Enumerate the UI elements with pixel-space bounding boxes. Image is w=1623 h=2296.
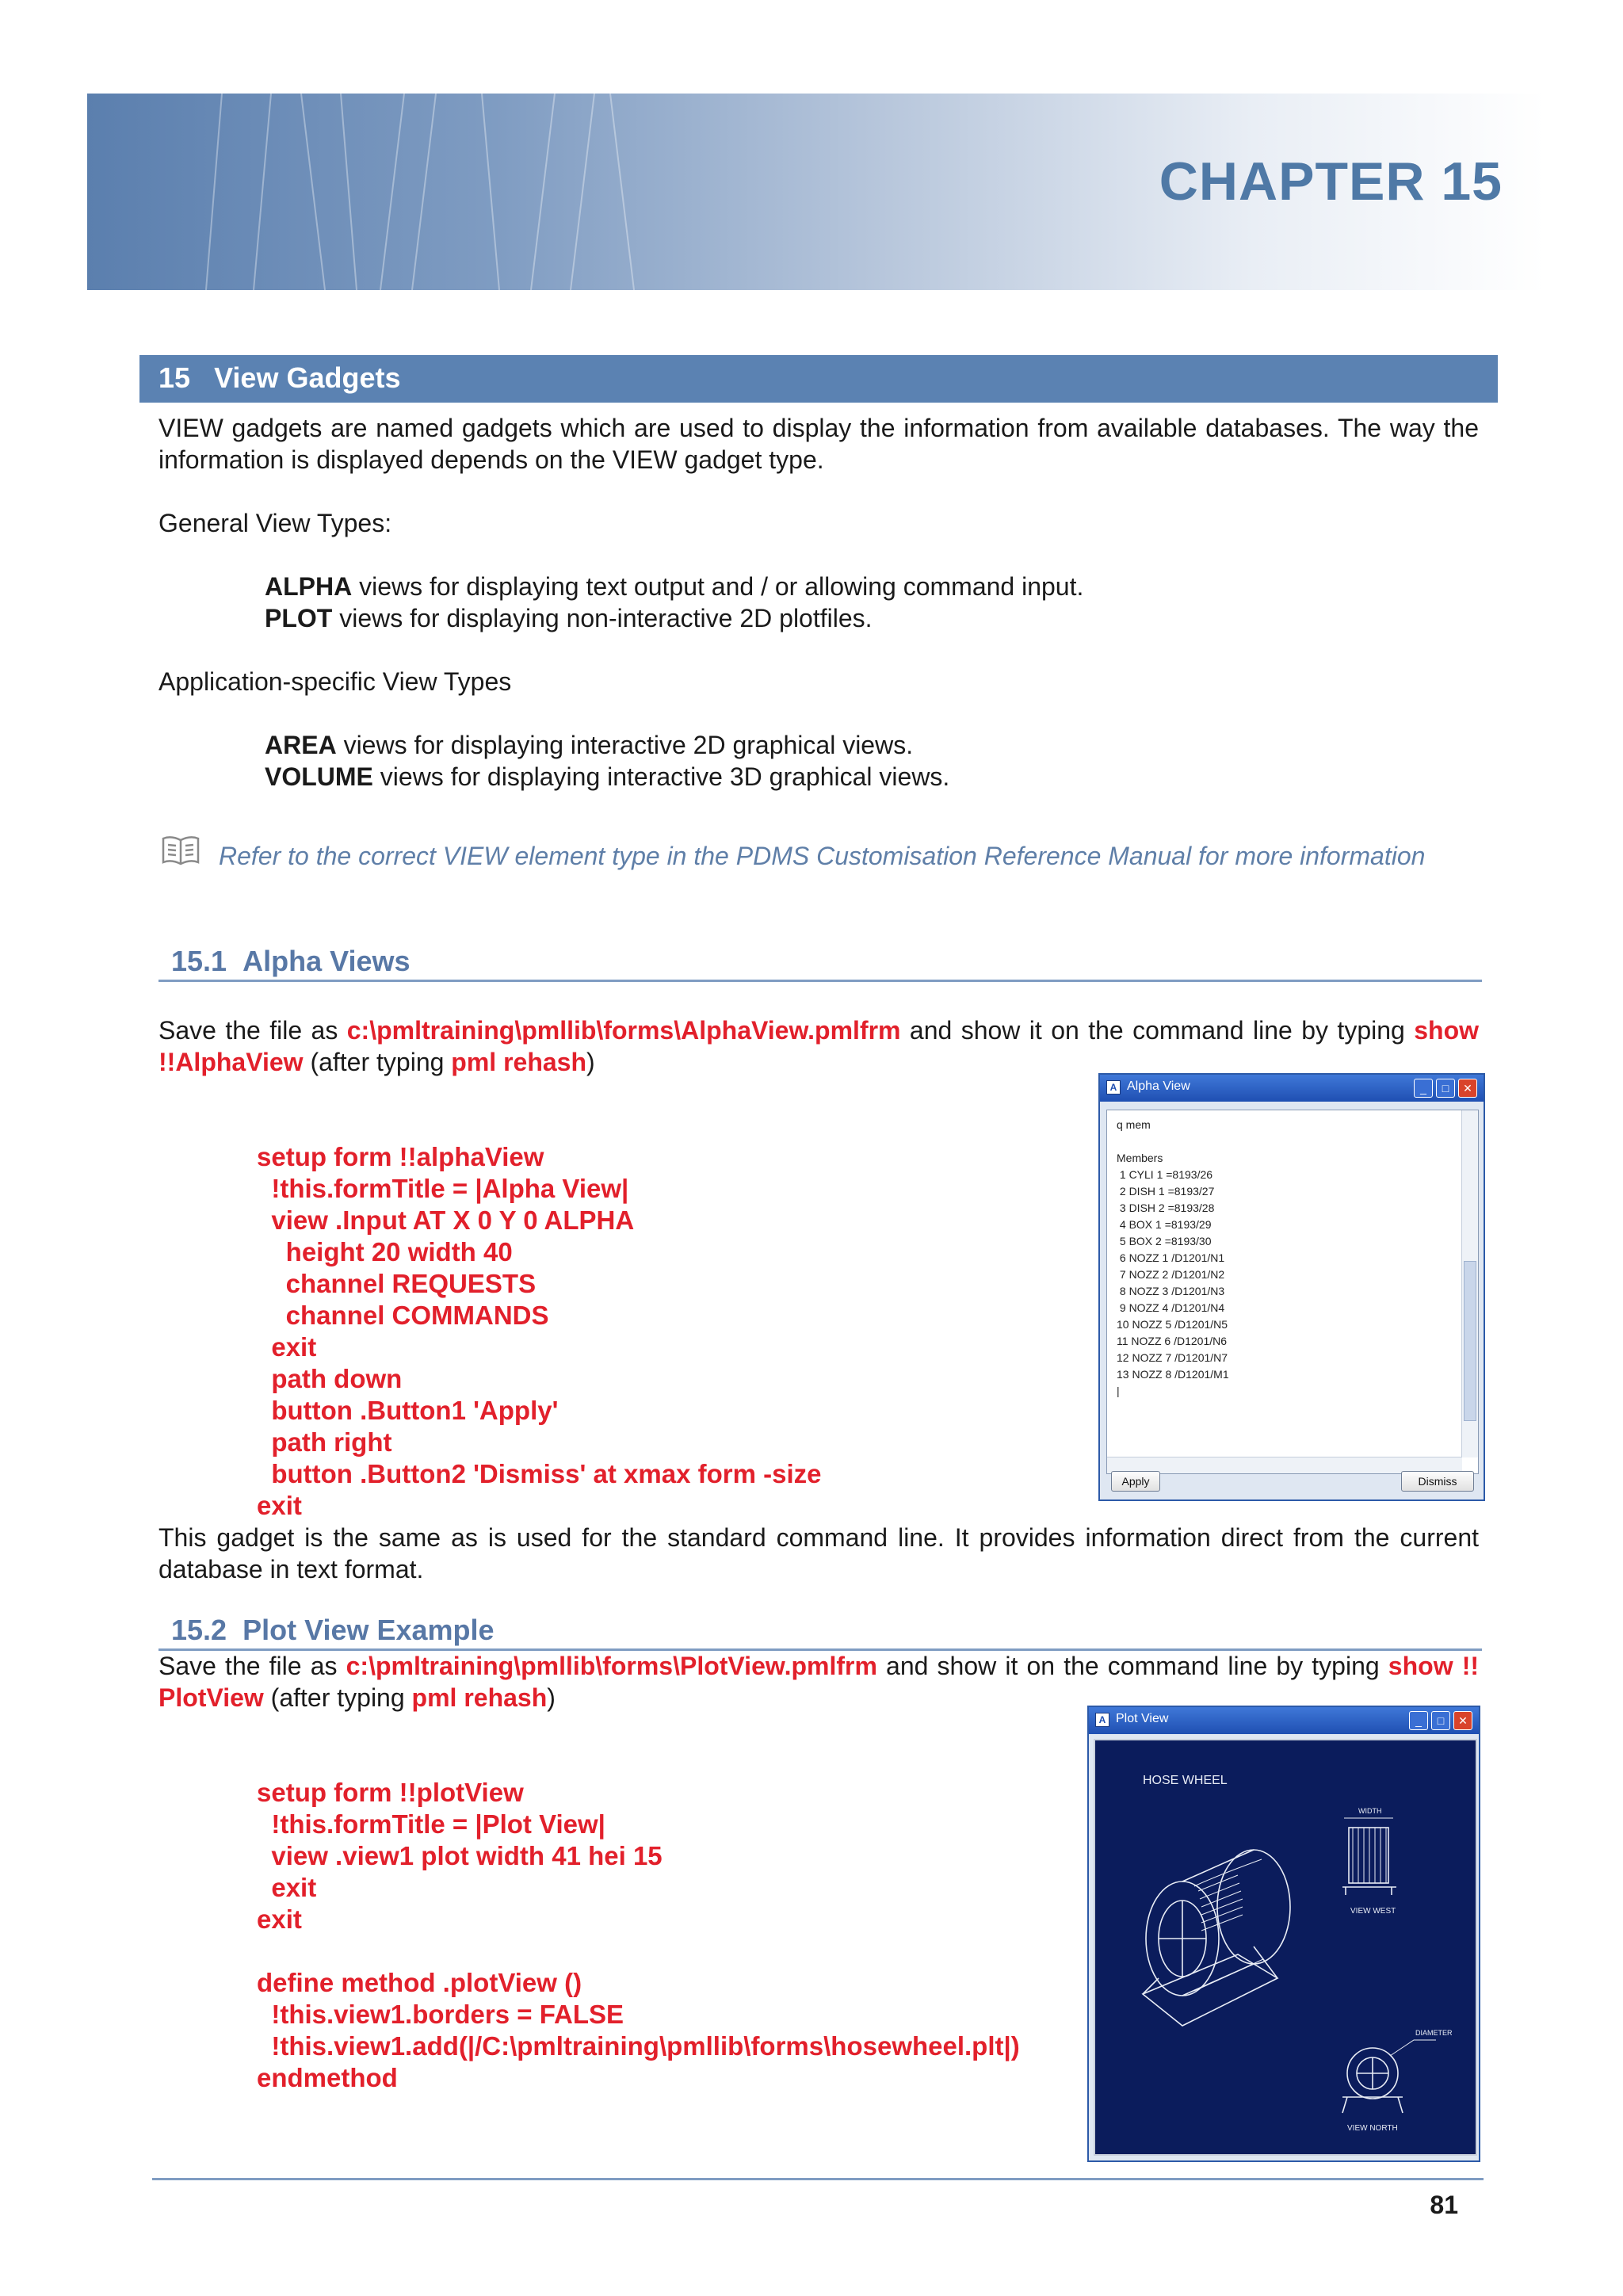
plot-view-item — [265, 602, 873, 634]
save-text: Save the file as — [158, 1016, 347, 1045]
plot-canvas[interactable] — [1094, 1739, 1477, 2156]
plot-keyword: PLOT — [265, 604, 333, 632]
general-view-types-heading: General View Types: — [158, 509, 392, 537]
plot-save-instructions — [158, 1650, 1479, 1713]
code-line: exit — [257, 1491, 302, 1520]
minimize-icon[interactable]: _ — [1409, 1711, 1428, 1730]
app-icon: A — [1106, 1080, 1121, 1095]
subsection-number: 15.1 — [171, 945, 227, 977]
close-icon[interactable]: ✕ — [1458, 1079, 1477, 1098]
scroll-thumb[interactable] — [1464, 1261, 1476, 1421]
page-number: 81 — [1430, 2191, 1458, 2219]
vertical-scrollbar[interactable] — [1461, 1110, 1478, 1457]
code-line: endmethod — [257, 2063, 398, 2092]
book-icon — [160, 834, 201, 867]
code-line: !this.formTitle = |Alpha View| — [257, 1174, 629, 1203]
subsection-heading-plot — [171, 1614, 495, 1647]
chapter-title: CHAPTER 15 — [1159, 151, 1503, 212]
output-line: 9 NOZZ 4 /D1201/N4 — [1117, 1301, 1225, 1314]
volume-keyword: VOLUME — [265, 762, 373, 791]
save-text: Save the file as — [158, 1652, 346, 1680]
alpha-view-item — [265, 571, 1083, 602]
after-text-close: ) — [586, 1048, 595, 1076]
after-text-close: ) — [547, 1683, 556, 1712]
minimize-icon[interactable]: _ — [1414, 1079, 1433, 1098]
code-line: !this.view1.borders = FALSE — [257, 2000, 624, 2029]
area-keyword: AREA — [265, 731, 337, 759]
plot-view-window — [1087, 1706, 1480, 2162]
section-title: View Gadgets — [214, 361, 401, 394]
maximize-icon[interactable]: □ — [1436, 1079, 1455, 1098]
app-icon: A — [1095, 1713, 1109, 1727]
output-line: 11 NOZZ 6 /D1201/N6 — [1117, 1335, 1228, 1347]
code-line: setup form !!plotView — [257, 1778, 524, 1807]
subsection-title: Plot View Example — [242, 1614, 495, 1646]
maximize-icon[interactable]: □ — [1431, 1711, 1450, 1730]
alpha-text-area[interactable] — [1106, 1110, 1479, 1474]
alpha-save-instructions — [158, 1014, 1479, 1078]
alpha-window-titlebar — [1100, 1075, 1484, 1102]
footer-rule — [152, 2178, 1484, 2180]
alpha-view-window — [1098, 1073, 1485, 1501]
hose-wheel-drawing — [1095, 1740, 1476, 2154]
output-line: 2 DISH 1 =8193/27 — [1117, 1185, 1215, 1198]
reel-base — [1143, 1954, 1277, 2026]
output-line: 8 NOZZ 3 /D1201/N3 — [1117, 1285, 1225, 1297]
alpha-file-path: c:\pmltraining\pmllib\forms\AlphaView.pmlfrm — [346, 1016, 901, 1045]
plot-window-titlebar — [1089, 1707, 1479, 1734]
alpha-show-command: show !!AlphaView — [158, 1016, 1480, 1076]
code-line: setup form !!alphaView — [257, 1142, 544, 1171]
output-line: Members — [1117, 1152, 1163, 1164]
alpha-code-block — [257, 1110, 821, 1553]
code-line: button .Button1 'Apply' — [257, 1396, 559, 1425]
subsection-rule — [158, 980, 1482, 982]
plot-label-width: WIDTH — [1358, 1807, 1382, 1815]
alpha-description: views for displaying text output and / or allowing command input. — [352, 572, 1084, 601]
save-text-mid: and show it on the command line by typing — [876, 1652, 1388, 1680]
area-description: views for displaying interactive 2D graphical views. — [336, 731, 914, 759]
area-view-item — [265, 729, 913, 761]
reference-note: Refer to the correct VIEW element type in the PDMS Customisation Reference Manual for more information — [219, 842, 1426, 870]
after-text: (after typing — [263, 1683, 412, 1712]
alpha-output — [1117, 1117, 1229, 1400]
output-line: 12 NOZZ 7 /D1201/N7 — [1117, 1351, 1228, 1364]
code-line: view .view1 plot width 41 hei 15 — [257, 1841, 663, 1870]
code-line: exit — [257, 1332, 317, 1362]
alpha-keyword: ALPHA — [265, 572, 353, 601]
close-icon[interactable]: ✕ — [1453, 1711, 1472, 1730]
alpha-closing-paragraph: This gadget is the same as is used for the standard command line. It provides information direct from the current database in text format. — [158, 1523, 1479, 1584]
save-text-mid: and show it on the command line by typing — [900, 1016, 1415, 1045]
subsection-title: Alpha Views — [242, 945, 411, 977]
subsection-heading-alpha — [171, 945, 411, 978]
alpha-window-title: Alpha View — [1127, 1079, 1190, 1093]
code-line: define method .plotView () — [257, 1968, 582, 1997]
code-line: !this.view1.add(|/C:\pmltraining\pmllib\forms\hosewheel.plt|) — [257, 2031, 1020, 2061]
output-line: 7 NOZZ 2 /D1201/N2 — [1117, 1268, 1225, 1281]
dismiss-button[interactable]: Dismiss — [1401, 1471, 1474, 1492]
output-line — [1117, 1133, 1229, 1150]
code-line: exit — [257, 1904, 302, 1934]
code-line: view .Input AT X 0 Y 0 ALPHA — [257, 1205, 635, 1235]
section-number: 15 — [158, 361, 191, 394]
code-line: exit — [257, 1873, 317, 1902]
code-line: channel REQUESTS — [257, 1269, 537, 1298]
volume-description: views for displaying interactive 3D graphical views. — [372, 762, 950, 791]
plot-label-north: VIEW NORTH — [1347, 2124, 1398, 2133]
intro-paragraph: VIEW gadgets are named gadgets which are used to display the information from available databases. The way the information is displayed depends on the VIEW gadget type. — [158, 414, 1479, 474]
app-view-types-heading: Application-specific View Types — [158, 667, 512, 696]
output-line: q mem — [1117, 1118, 1151, 1131]
plot-show-command: show !! PlotView — [158, 1652, 1480, 1712]
output-line: 1 CYLI 1 =8193/26 — [1117, 1168, 1213, 1181]
output-line: 10 NOZZ 5 /D1201/N5 — [1117, 1318, 1228, 1331]
output-line: | — [1117, 1385, 1120, 1397]
volume-view-item — [265, 761, 949, 793]
plot-label-diameter: DIAMETER — [1415, 2029, 1453, 2037]
code-line: path right — [257, 1427, 392, 1457]
rehash-command: pml rehash — [451, 1048, 587, 1076]
plot-description: views for displaying non-interactive 2D plotfiles. — [332, 604, 873, 632]
rehash-command: pml rehash — [411, 1683, 548, 1712]
output-line: 13 NOZZ 8 /D1201/M1 — [1117, 1368, 1229, 1381]
section-heading — [158, 361, 401, 395]
output-line: 4 BOX 1 =8193/29 — [1117, 1218, 1212, 1231]
plot-code-block — [257, 1745, 1020, 2126]
after-text: (after typing — [303, 1048, 452, 1076]
output-line: 6 NOZZ 1 /D1201/N1 — [1117, 1251, 1225, 1264]
subsection-number: 15.2 — [171, 1614, 227, 1646]
output-line: 3 DISH 2 =8193/28 — [1117, 1201, 1215, 1214]
code-line: path down — [257, 1364, 403, 1393]
plot-label-hose: HOSE WHEEL — [1143, 1774, 1228, 1787]
code-line: channel COMMANDS — [257, 1301, 549, 1330]
code-line: button .Button2 'Dismiss' at xmax form -size — [257, 1459, 822, 1488]
plot-window-title: Plot View — [1116, 1712, 1169, 1725]
output-line: 5 BOX 2 =8193/30 — [1117, 1235, 1212, 1247]
plot-file-path: c:\pmltraining\pmllib\forms\PlotView.pmlfrm — [346, 1652, 877, 1680]
code-line — [257, 1935, 1020, 1967]
plot-label-west: VIEW WEST — [1350, 1907, 1396, 1916]
apply-button[interactable]: Apply — [1111, 1471, 1160, 1492]
code-line: !this.formTitle = |Plot View| — [257, 1809, 605, 1839]
code-line: height 20 width 40 — [257, 1237, 513, 1266]
